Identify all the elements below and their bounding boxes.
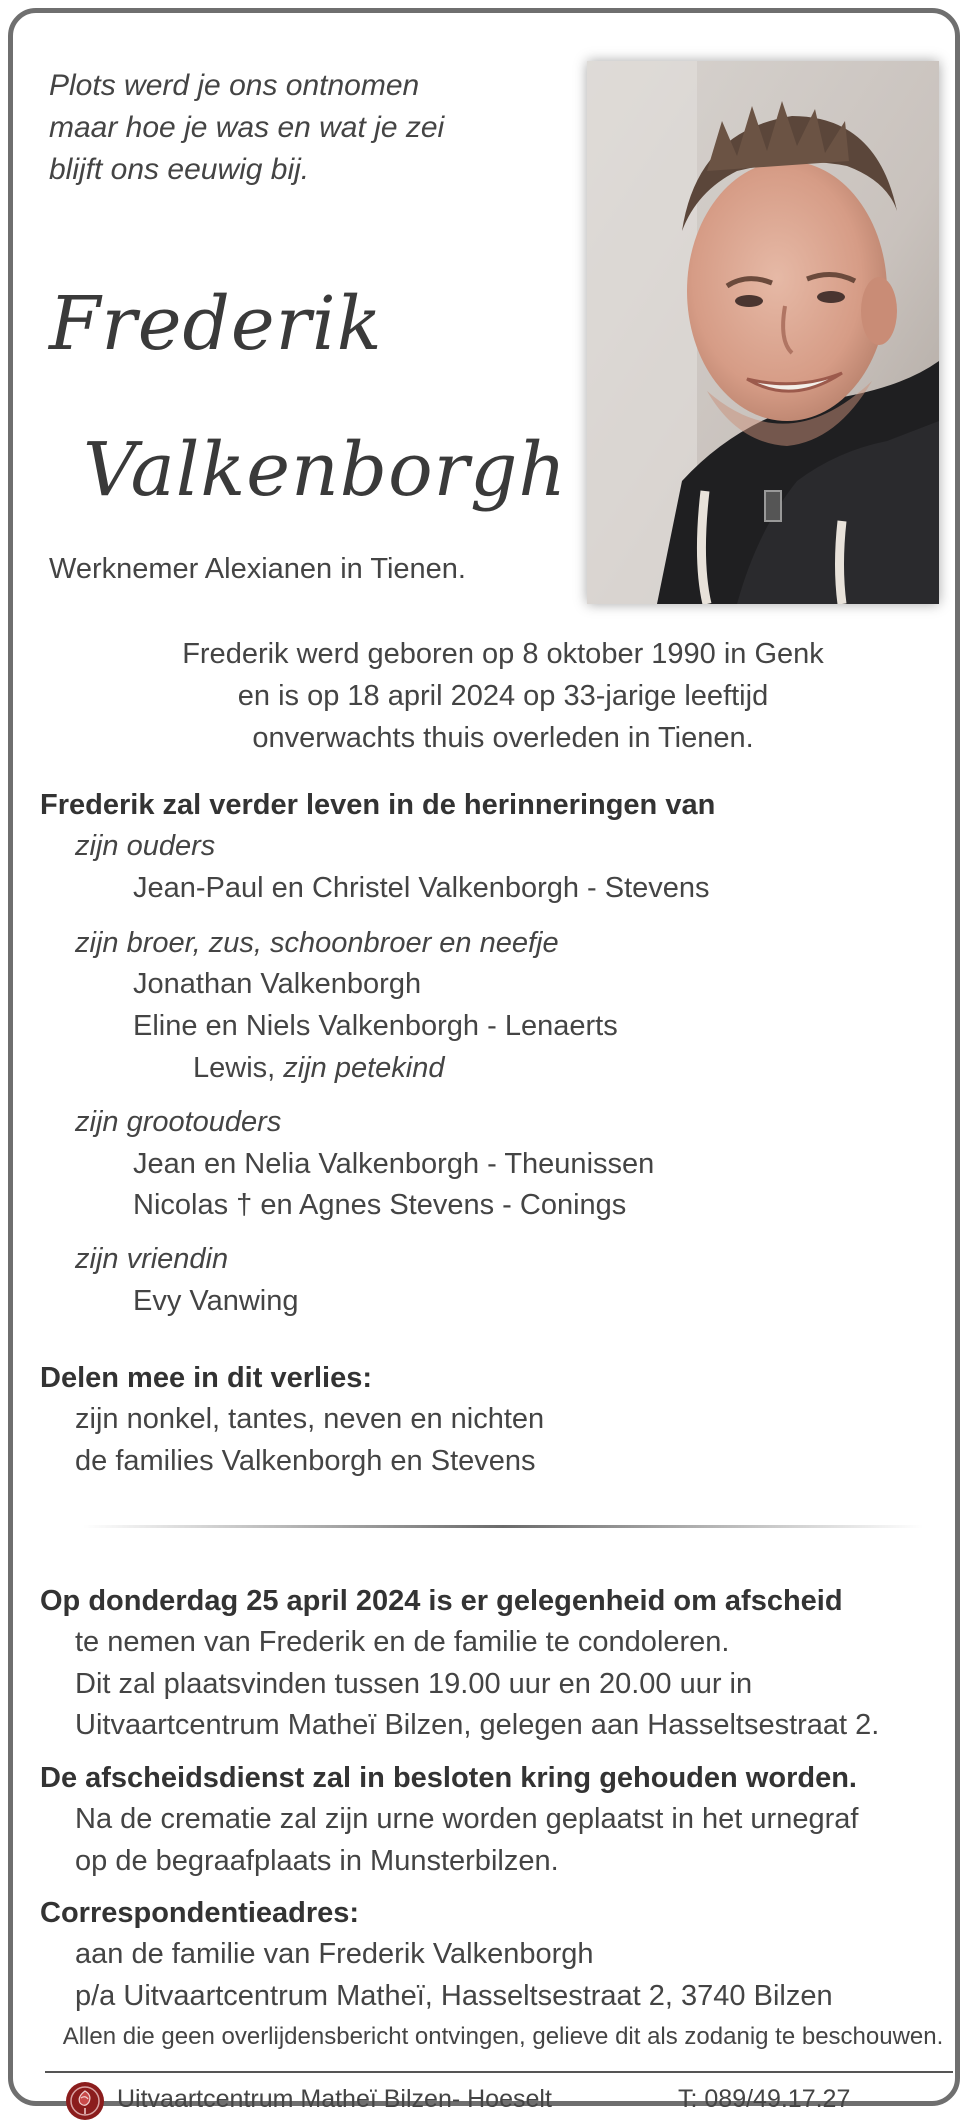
grandparents-1: Jean en Nelia Valkenborgh - Theunissen (133, 1148, 655, 1180)
girlfriend-label: zijn vriendin (75, 1243, 229, 1275)
grandparents-2: Nicolas † en Agnes Stevens - Conings (133, 1189, 627, 1221)
farewell-line-3: Uitvaartcentrum Matheï Bilzen, gelegen aan Hasseltsestraat 2. (75, 1709, 880, 1741)
rose-logo-icon (65, 2081, 105, 2121)
grandparents-label: zijn grootouders (75, 1106, 282, 1138)
last-name: Valkenborgh (83, 427, 568, 513)
parents-label: zijn ouders (75, 830, 216, 862)
poem-line-3: blijft ons eeuwig bij. (49, 153, 310, 186)
farewell-line-1: te nemen van Frederik en de familie te condoleren. (75, 1626, 730, 1658)
correspondence-heading: Correspondentieadres: (40, 1897, 360, 1929)
siblings-label: zijn broer, zus, schoonbroer en neefje (75, 927, 559, 959)
portrait-photo (587, 61, 939, 604)
footer-rule (45, 2071, 953, 2073)
nephew (193, 1048, 444, 1089)
farewell-heading: Op donderdag 25 april 2024 is er gelegenheid om afscheid (40, 1585, 843, 1617)
correspondence-line-2: p/a Uitvaartcentrum Matheï, Hasseltsestraat 2, 3740 Bilzen (75, 1980, 833, 2012)
correspondence-line-1: aan de familie van Frederik Valkenborgh (75, 1938, 594, 1970)
nephew-name: Lewis, (193, 1052, 284, 1084)
service-line-2: op de begraafplaats in Munsterbilzen. (75, 1845, 559, 1877)
job-title: Werknemer Alexianen in Tienen. (49, 553, 466, 585)
first-name: Frederik (49, 281, 383, 367)
footer-phone: T: 089/49.17.27 (678, 2085, 851, 2113)
intro-text (13, 633, 980, 759)
sibling-2: Eline en Niels Valkenborgh - Lenaerts (133, 1010, 618, 1042)
farewell-line-2: Dit zal plaatsvinden tussen 19.00 uur en 20.00 uur in (75, 1668, 753, 1700)
memories-heading: Frederik zal verder leven in de herinneringen van (40, 789, 716, 821)
share-line-2: de families Valkenborgh en Stevens (75, 1445, 536, 1477)
disclaimer: Allen die geen overlijdensbericht ontvingen, gelieve dit als zodanig te beschouwen. (62, 2023, 944, 2050)
share-heading: Delen mee in dit verlies: (40, 1362, 373, 1394)
section-divider (83, 1525, 923, 1528)
service-line-1: Na de crematie zal zijn urne worden geplaatst in het urnegraf (75, 1803, 859, 1835)
share-line-1: zijn nonkel, tantes, neven en nichten (75, 1403, 545, 1435)
intro-line-2: en is op 18 april 2024 op 33-jarige leeftijd (237, 680, 769, 712)
sibling-1: Jonathan Valkenborgh (133, 968, 422, 1000)
intro-line-1: Frederik werd geboren op 8 oktober 1990 in Genk (182, 638, 824, 670)
parents-names: Jean-Paul en Christel Valkenborgh - Stevens (133, 872, 710, 904)
poem-line-1: Plots werd je ons ontnomen (49, 69, 420, 102)
obituary-card (8, 8, 960, 2113)
poem-line-2: maar hoe je was en wat je zei (49, 111, 445, 144)
footer-company: Uitvaartcentrum Matheï Bilzen- Hoeselt (117, 2085, 552, 2113)
service-heading: De afscheidsdienst zal in besloten kring gehouden worden. (40, 1762, 857, 1794)
girlfriend-name: Evy Vanwing (133, 1285, 299, 1317)
poem (49, 65, 444, 191)
nephew-note: zijn petekind (283, 1052, 445, 1084)
intro-line-3: onverwachts thuis overleden in Tienen. (252, 722, 754, 754)
